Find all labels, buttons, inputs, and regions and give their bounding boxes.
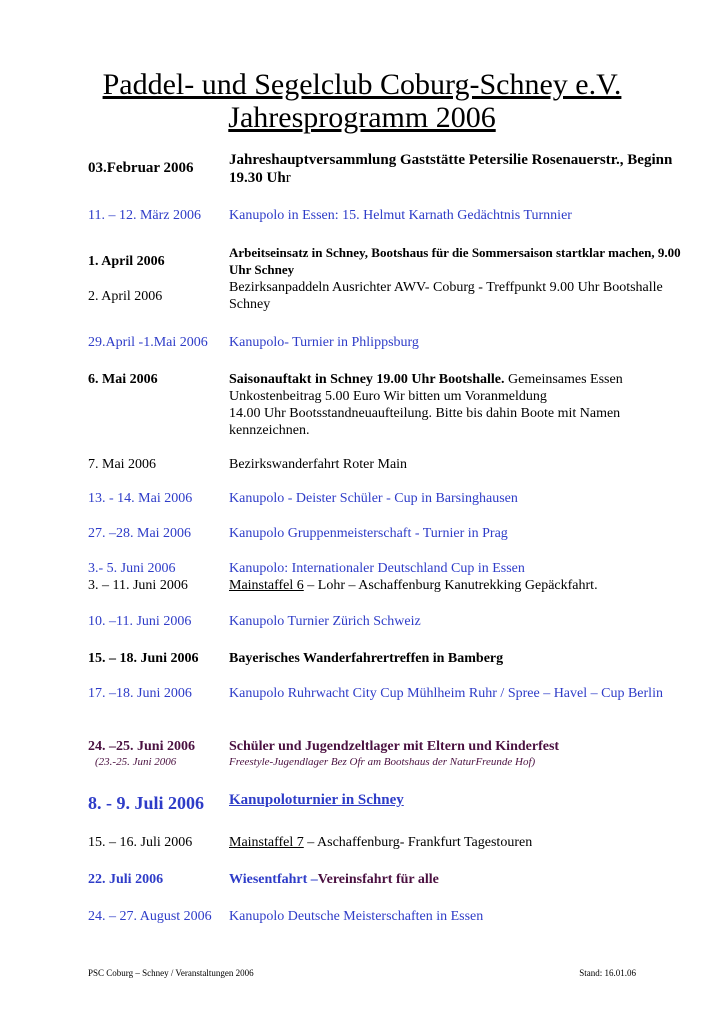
event-date: 24. – 27. August 2006	[88, 909, 212, 924]
event-date: 17. –18. Juni 2006	[88, 686, 192, 701]
event-text: Saisonauftakt in Schney 19.00 Uhr Bootshalle. Gemeinsames Essen Unkostenbeitrag 5.00 Euro Wir bitten um Voranmeldung 14.00 Uhr Bootsstandneuaufteilung. Bitte bis dahin Boote mit Namen kennzeichnen.	[229, 372, 623, 438]
event-text: Kanupolo Turnier Zürich Schweiz	[229, 614, 421, 629]
event-text: Arbeitseinsatz in Schney, Bootshaus für die Sommersaison startklar machen, 9.00 Uhr Schney	[229, 245, 681, 277]
event-text: Wiesentfahrt –Vereinsfahrt für alle	[229, 872, 439, 887]
event-date: 24. –25. Juni 2006	[88, 739, 195, 754]
event-text: Kanupoloturnier in Schney	[229, 792, 404, 808]
document-subtitle: Jahresprogramm 2006	[228, 101, 496, 134]
event-date: 29.April -1.Mai 2006	[88, 335, 208, 350]
event-date: 03.Februar 2006	[88, 160, 194, 176]
event-text: Bezirksanpaddeln Ausrichter AWV- Coburg - Treffpunkt 9.00 Uhr Bootshalle Schney	[229, 280, 663, 312]
event-date: 3. – 11. Juni 2006	[88, 578, 188, 593]
event-date: 10. –11. Juni 2006	[88, 614, 192, 629]
event-date: (23.-25. Juni 2006	[95, 756, 177, 768]
event-date: 15. – 18. Juni 2006	[88, 651, 199, 666]
footer-left: PSC Coburg – Schney / Veranstaltungen 2006	[88, 968, 254, 978]
event-date: 15. – 16. Juli 2006	[88, 835, 193, 850]
event-date: 8. - 9. Juli 2006	[88, 793, 205, 813]
event-text: Kanupolo - Deister Schüler - Cup in Barsinghausen	[229, 491, 518, 506]
event-date: 22. Juli 2006	[88, 872, 164, 887]
event-date: 2. April 2006	[88, 289, 163, 304]
event-date: 11. – 12. März 2006	[88, 208, 202, 223]
event-text: Kanupolo Deutsche Meisterschaften in Essen	[229, 909, 484, 924]
event-date: 3.- 5. Juni 2006	[88, 561, 176, 576]
event-text: Mainstaffel 7 – Aschaffenburg- Frankfurt Tagestouren	[229, 835, 533, 850]
event-text: Bezirkswanderfahrt Roter Main	[229, 457, 408, 472]
event-date: 27. –28. Mai 2006	[88, 526, 192, 541]
event-date: 7. Mai 2006	[88, 457, 157, 472]
event-text: Mainstaffel 6 – Lohr – Aschaffenburg Kanutrekking Gepäckfahrt.	[229, 578, 598, 593]
event-text: Kanupolo- Turnier in Phlippsburg	[229, 335, 419, 350]
event-text: Bayerisches Wanderfahrertreffen in Bamberg	[229, 651, 504, 666]
event-text: Schüler und Jugendzeltlager mit Eltern und Kinderfest	[229, 739, 560, 754]
document-title: Paddel- und Segelclub Coburg-Schney e.V.	[102, 68, 622, 101]
event-text: Kanupolo in Essen: 15. Helmut Karnath Gedächtnis Turnnier	[229, 208, 572, 223]
event-date: 6. Mai 2006	[88, 372, 158, 387]
event-text: Kanupolo Gruppenmeisterschaft - Turnier in Prag	[229, 526, 508, 541]
event-text: Kanupolo: Internationaler Deutschland Cup in Essen	[229, 561, 525, 576]
event-date: 13. - 14. Mai 2006	[88, 491, 193, 506]
event-text: Kanupolo Ruhrwacht City Cup Mühlheim Ruhr / Spree – Havel – Cup Berlin	[229, 686, 663, 701]
event-text: Freestyle-Jugendlager Bez Ofr am Bootshaus der NaturFreunde Hof)	[229, 756, 536, 768]
event-text: Jahreshauptversammlung Gaststätte Petersilie Rosenauerstr., Beginn 19.30 Uhr	[229, 152, 673, 186]
event-date: 1. April 2006	[88, 254, 165, 269]
footer-right: Stand: 16.01.06	[579, 968, 636, 978]
